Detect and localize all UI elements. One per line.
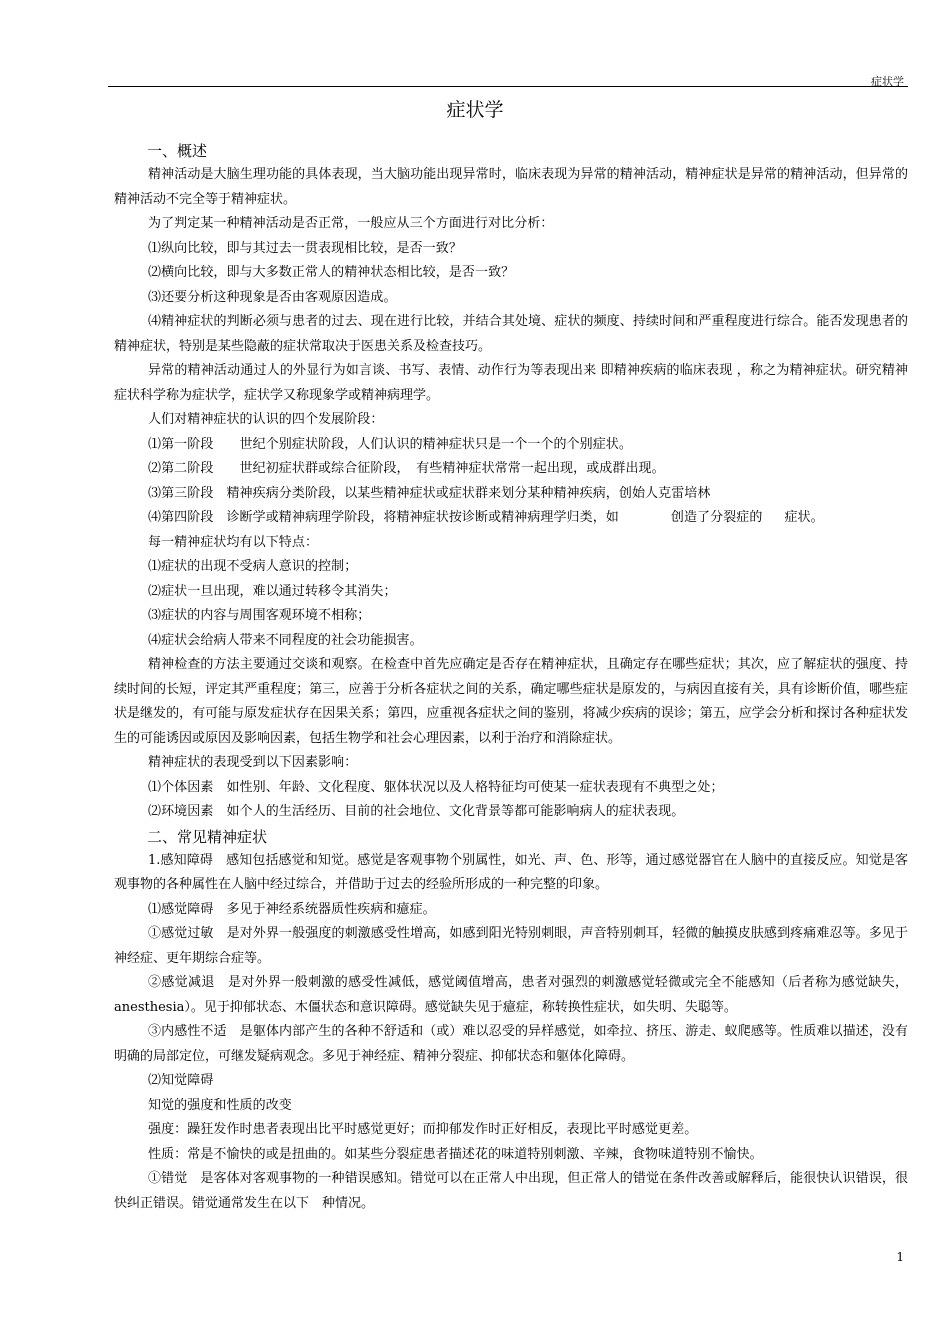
list-item	[114, 506, 908, 531]
list-item: ①错觉 是客体对客观事物的一种错误感知。错觉可以在正常人中出现，但正常人的错觉在条件改善或解释后，能很快认识错误，很快纠正错误。错觉通常发生在以下 种情况。	[114, 1171, 908, 1211]
list-item: ⑴症状的出现不受病人意识的控制；	[148, 559, 358, 574]
list-item: ⑷精神症状的判断必须与患者的过去、现在进行比较，并结合其处境、症状的频度、持续时间和严重程度进行综合。能否发现患者的精神症状，特别是某些隐蔽的症状常取决于医患关系及检查技巧。	[114, 314, 908, 354]
list-item: ⑶还要分析这种现象是否由客观原因造成。	[148, 289, 397, 305]
list-item: ⑶第三阶段 精神疾病分类阶段，以某些精神症状或症状群来划分某种精神疾病，创始人克雷培林	[148, 485, 711, 501]
paragraph: 精神症状的表现受到以下因素影响：	[148, 755, 358, 770]
paragraph: 为了判定某一种精神活动是否正常，一般应从三个方面进行对比分析：	[148, 216, 554, 231]
paragraph: 性质：常是不愉快的或是扭曲的。如某些分裂症患者描述花的味道特别刺激、辛辣，食物味道特别不愉快。	[148, 1146, 763, 1162]
paragraph: 精神检查的方法主要通过交谈和观察。在检查中首先应确定是否存在精神症状，且确定存在哪些症状；其次，应了解症状的强度、持续时间的长短，评定其严重程度；第三，应善于分析各症状之间的关系，确定哪些症状是原发的，与病因直接有关，具有诊断价值，哪些症状是继发的，有可能与原发症状存在因果关系；第四，应重视各症状之间的鉴别，将减少疾病的误诊；第五，应学会分析和探讨各种症状发生的可能诱因或原因及影响因素，包括生物学和社会心理因素，以利于治疗和消除症状。	[114, 657, 908, 746]
list-item: ⑶症状的内容与周围客观环境不相称；	[148, 608, 371, 623]
list-item-text: 症状。	[784, 510, 824, 525]
paragraph: 精神活动是大脑生理功能的具体表现，当大脑功能出现异常时，临床表现为异常的精神活动，精神症状是异常的精神活动，但异常的精神活动不完全等于精神症状。	[114, 167, 908, 207]
document-title: 症状学	[446, 99, 504, 121]
list-item: ③内感性不适 是躯体内部产生的各种不舒适和（或）难以忍受的异样感觉，如牵拉、挤压、游走、蚁爬感等。性质难以描述，没有明确的局部定位，可继发疑病观念。多见于神经症、精神分裂症、抑郁状态和躯体化障碍。	[114, 1024, 908, 1064]
list-item-text: ⑷第四阶段 诊断学或精神病理学阶段，将精神症状按诊断或精神病理学归类，如	[148, 510, 619, 525]
section-heading-overview: 一、概述	[147, 142, 208, 160]
running-header: 症状学	[871, 75, 904, 88]
list-item-text: 创造了分裂症的	[670, 510, 763, 525]
list-item: ⑵环境因素 如个人的生活经历、目前的社会地位、文化背景等都可能影响病人的症状表现。	[148, 804, 685, 819]
section-heading-common-symptoms: 二、常见精神症状	[147, 827, 268, 846]
paragraph: 1.感知障碍 感知包括感觉和知觉。感觉是客观事物个别属性，如光、声、色、形等，通过感觉器官在人脑中的直接反应。知觉是客观事物的各种属性在人脑中经过综合，并借助于过去的经验所形成的一种完整的印象。	[114, 852, 908, 892]
list-item: ⑴纵向比较，即与其过去一贯表现相比较，是否一致？	[148, 240, 462, 256]
paragraph: 强度：躁狂发作时患者表现出比平时感觉更好；而抑郁发作时正好相反，表现比平时感觉更差。	[148, 1122, 698, 1137]
paragraph: 每一精神症状均有以下特点：	[148, 534, 319, 550]
paragraph: 人们对精神症状的认识的四个发展阶段：	[148, 412, 384, 427]
list-item: ②感觉减退 是对外界一般刺激的感受性减低，感觉阈值增高，患者对强烈的刺激感觉轻微或完全不能感知（后者称为感觉缺失，anesthesia）。见于抑郁状态、木僵状态和意识障碍。感觉缺失见于癔症，称转换性症状，如失明、失聪等。	[114, 975, 908, 1015]
paragraph: 知觉的强度和性质的改变	[148, 1097, 292, 1113]
subheading: ⑵知觉障碍	[148, 1073, 214, 1088]
list-item: ⑴第一阶段 世纪个别症状阶段，人们认识的精神症状只是一个一个的个别症状。	[148, 436, 632, 452]
header-rule	[108, 86, 908, 87]
list-item: ⑵症状一旦出现，难以通过转移令其消失；	[148, 583, 397, 599]
subheading: ⑴感觉障碍 多见于神经系统器质性疾病和癔症。	[148, 901, 436, 917]
list-item: ⑵横向比较，即与大多数正常人的精神状态相比较，是否一致？	[148, 265, 515, 280]
document-body	[114, 139, 908, 1216]
page-number: 1	[896, 1250, 904, 1264]
paragraph: 异常的精神活动通过人的外显行为如言谈、书写、表情、动作行为等表现出来 即精神疾病的临床表现 ，称之为精神症状。研究精神症状科学称为症状学，症状学又称现象学或精神病理学。	[114, 363, 908, 403]
list-item: ⑵第二阶段 世纪初症状群或综合征阶段， 有些精神症状常常一起出现，或成群出现。	[148, 461, 665, 476]
list-item: ①感觉过敏 是对外界一般强度的刺激感受性增高，如感到阳光特别刺眼，声音特别刺耳，轻微的触摸皮肤感到疼痛难忍等。多见于神经症、更年期综合症等。	[114, 926, 908, 966]
list-item: ⑴个体因素 如性别、年龄、文化程度、躯体状况以及人格特征均可使某一症状表现有不典型之处；	[148, 779, 724, 795]
list-item: ⑷症状会给病人带来不同程度的社会功能损害。	[148, 632, 423, 648]
